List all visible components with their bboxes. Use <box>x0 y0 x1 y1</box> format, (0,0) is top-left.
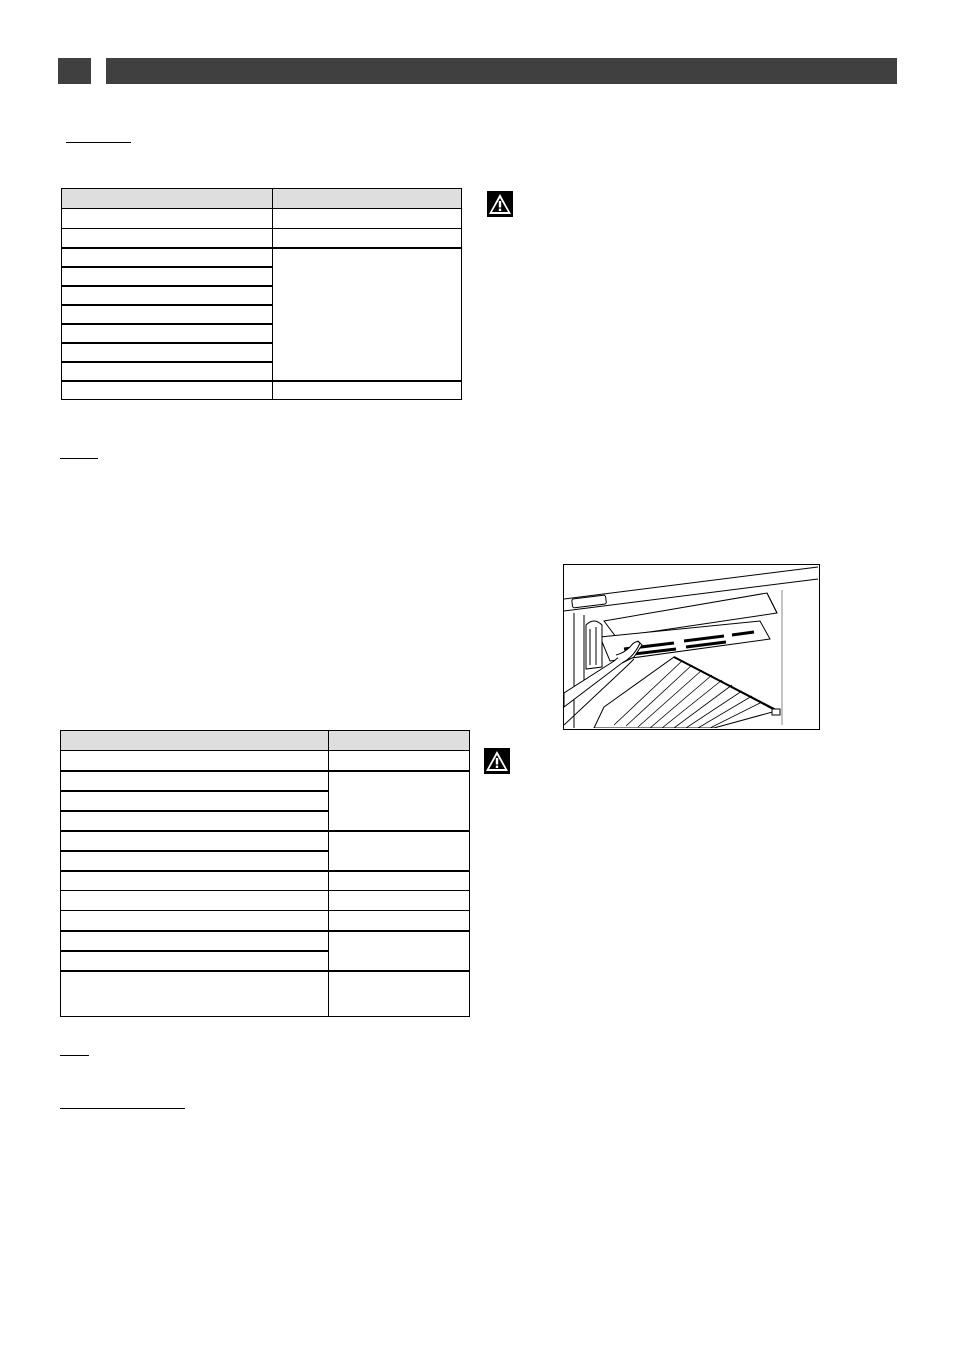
table-row <box>62 381 462 400</box>
chapter-header-bar <box>106 58 897 84</box>
table-merged-cell <box>329 931 470 971</box>
table-cell <box>62 286 273 305</box>
table-row <box>61 831 470 851</box>
table-row <box>61 771 470 791</box>
table-row <box>62 229 462 248</box>
note-heading-underline <box>60 1055 89 1056</box>
note-heading-underline <box>60 458 98 459</box>
table-cell <box>61 771 329 791</box>
table-cell <box>61 831 329 851</box>
table-cell <box>273 229 462 248</box>
table-cell <box>62 362 273 381</box>
table-cell <box>61 751 329 771</box>
table-cell <box>329 891 470 911</box>
table-cell <box>273 209 462 229</box>
table-header-cell <box>329 731 470 751</box>
warning-triangle-icon <box>487 191 513 217</box>
table-row <box>62 248 462 267</box>
table-cell <box>61 891 329 911</box>
table-cell <box>329 911 470 931</box>
table-cell <box>61 791 329 811</box>
table-cell <box>62 343 273 362</box>
settings-table-2 <box>60 730 470 1017</box>
page-number-box <box>58 58 91 84</box>
shelf-removal-illustration <box>563 564 820 730</box>
table-cell <box>61 951 329 971</box>
table-cell <box>61 811 329 831</box>
table-row <box>61 931 470 951</box>
table-row <box>61 971 470 1017</box>
table-cell <box>329 751 470 771</box>
table-cell <box>61 911 329 931</box>
table-cell <box>62 209 273 229</box>
table-cell <box>62 324 273 343</box>
table-cell <box>329 971 470 1017</box>
table-cell <box>329 871 470 891</box>
table-cell <box>62 248 273 267</box>
settings-table-1 <box>61 188 462 400</box>
table-cell <box>61 851 329 871</box>
table-cell <box>61 871 329 891</box>
table-row <box>61 871 470 891</box>
table-cell <box>62 381 273 400</box>
table-cell <box>61 931 329 951</box>
table-header-cell <box>273 189 462 209</box>
subsection-heading-underline <box>60 1108 185 1109</box>
table-cell <box>273 381 462 400</box>
table-merged-cell <box>329 771 470 831</box>
table-header-cell <box>62 189 273 209</box>
section-heading-underline <box>66 142 131 143</box>
table-row <box>61 911 470 931</box>
warning-triangle-icon <box>484 748 510 774</box>
table-merged-cell <box>329 831 470 871</box>
table-cell <box>61 971 329 1017</box>
table-cell <box>62 305 273 324</box>
table-cell <box>62 229 273 248</box>
table-row <box>62 209 462 229</box>
table-cell <box>62 267 273 286</box>
table-header-cell <box>61 731 329 751</box>
table-row <box>61 891 470 911</box>
table-merged-cell <box>273 248 462 381</box>
table-row <box>61 751 470 771</box>
